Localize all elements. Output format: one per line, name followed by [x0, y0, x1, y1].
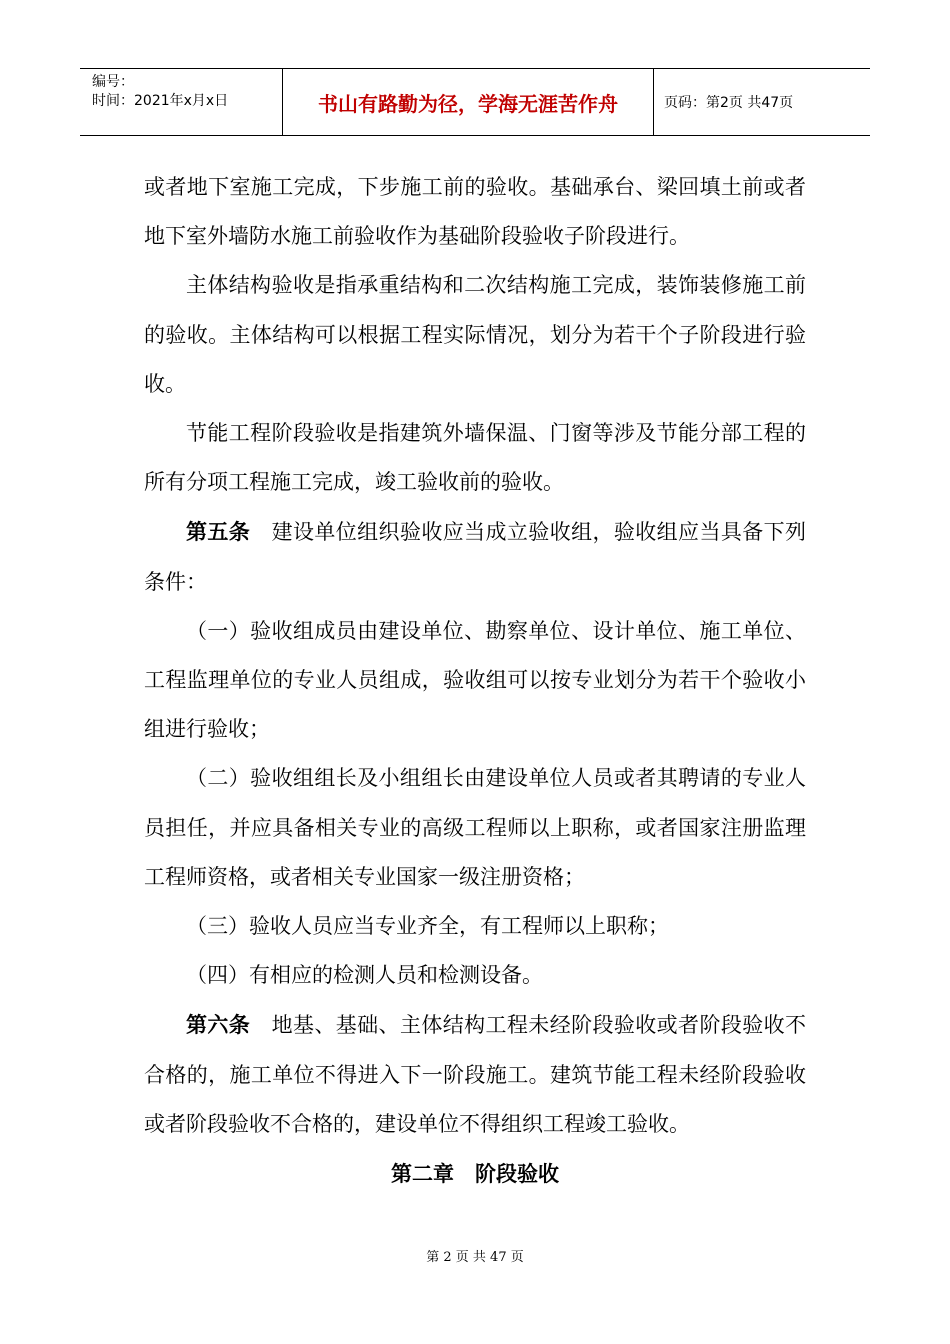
number-label: 编号： — [92, 74, 134, 90]
paragraph-3: 节能工程阶段验收是指建筑外墙保温、门窗等涉及节能分部工程的所有分项工程施工完成，竣工验收前的验收。 — [144, 421, 806, 495]
header-meta — [80, 69, 282, 135]
paragraph-2: 主体结构验收是指承重结构和二次结构施工完成，装饰装修施工前的验收。主体结构可以根据工程实际情况，划分为若干个子阶段进行验收。 — [144, 273, 806, 396]
article-5-text: 建设单位组织验收应当成立验收组，验收组应当具备下列条件： — [144, 520, 807, 594]
item-3: （三）验收人员应当专业齐全，有工程师以上职称； — [186, 914, 669, 939]
item-1: （一）验收组成员由建设单位、勘察单位、设计单位、施工单位、工程监理单位的专业人员组成，验收组可以按专业划分为若干个验收小组进行验收； — [144, 618, 806, 742]
document-header — [80, 68, 870, 136]
header-page-info: 页码：第2页 共47页 — [664, 95, 794, 111]
chapter-title: 第二章 阶段验收 — [391, 1161, 559, 1187]
item-2: （二）验收组组长及小组组长由建设单位人员或者其聘请的专业人员担任，并应具备相关专业的高级工程师以上职称，或者国家注册监理工程师资格，或者相关专业国家一级注册资格； — [144, 766, 806, 889]
header-motto: 书山有路勤为径，学海无涯苦作舟 — [282, 69, 654, 135]
time-label: 时间：2021年x月x日 — [92, 93, 229, 109]
article-6-text: 地基、基础、主体结构工程未经阶段验收或者阶段验收不合格的，施工单位不得进入下一阶段施工。建筑节能工程未经阶段验收或者阶段验收不合格的，建设单位不得组织工程竣工验收。 — [144, 1013, 807, 1136]
document-body — [144, 163, 806, 1198]
article-6-label: 第六条 — [186, 1012, 251, 1038]
item-4: （四）有相应的检测人员和检测设备。 — [186, 963, 543, 988]
article-5 — [144, 507, 806, 606]
article-5-label: 第五条 — [186, 519, 251, 545]
page-footer: 第 2 页 共 47 页 — [426, 1250, 524, 1265]
article-6 — [144, 1000, 806, 1149]
paragraph-1: 或者地下室施工完成，下步施工前的验收。基础承台、梁回填土前或者地下室外墙防水施工前验收作为基础阶段验收子阶段进行。 — [144, 175, 806, 249]
